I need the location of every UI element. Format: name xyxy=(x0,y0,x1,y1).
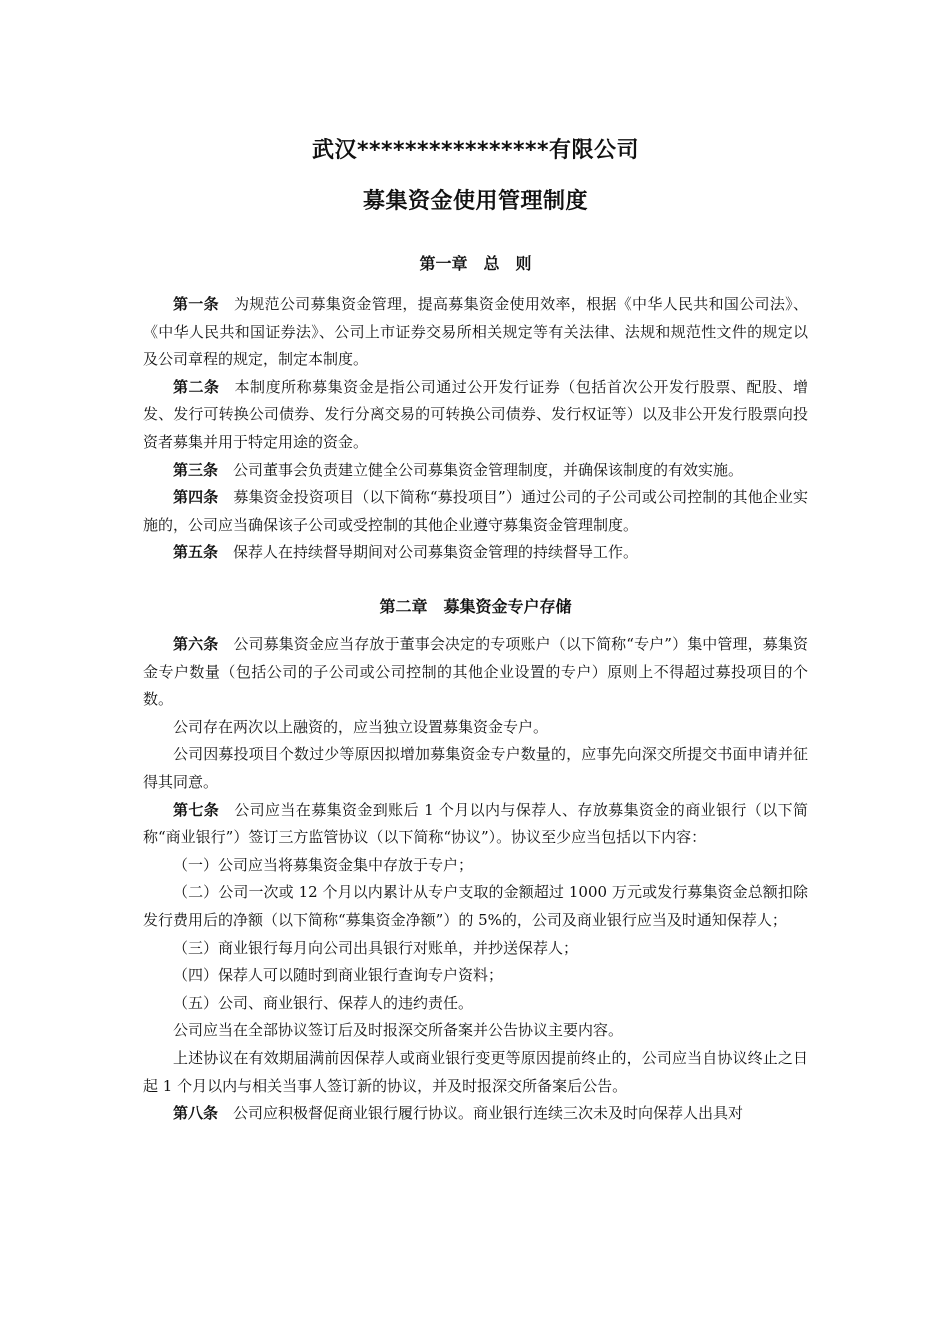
article-paragraph xyxy=(143,374,808,457)
paragraph xyxy=(143,852,808,880)
article-number: 第一条 xyxy=(173,295,219,313)
article-number: 第六条 xyxy=(173,635,219,653)
article-number: 第七条 xyxy=(173,800,220,819)
paragraph xyxy=(143,935,808,963)
paragraph-text: （二）公司一次或 12 个月以内累计从专户支取的金额超过 1000 万元或发行募集资金总额扣除发行费用后的净额（以下简称“募集资金净额”）的 5%的，公司及商业银行应当及时通知保荐人； xyxy=(143,883,808,929)
article-number: 第八条 xyxy=(173,1104,219,1123)
paragraph-text: （四）保荐人可以随时到商业银行查询专户资料； xyxy=(173,966,504,985)
article-paragraph xyxy=(143,539,808,567)
paragraph-text: 保荐人在持续督导期间对公司募集资金管理的持续督导工作。 xyxy=(233,543,639,562)
article-number: 第四条 xyxy=(173,488,219,507)
paragraph-text: 为规范公司募集资金管理，提高募集资金使用效率，根据《中华人民共和国公司法》、《中华人民共和国证券法》、公司上市证券交易所相关规定等有关法律、法规和规范性文件的规定以及公司章程的规定，制定本制度。 xyxy=(143,295,808,369)
paragraph xyxy=(143,879,808,934)
paragraph-text: 公司存在两次以上融资的，应当独立设置募集资金专户。 xyxy=(173,717,549,736)
paragraph xyxy=(143,1045,808,1100)
paragraph xyxy=(143,962,808,990)
document-title: 募集资金使用管理制度 xyxy=(362,189,588,214)
paragraph-text: 公司应当在募集资金到账后 1 个月以内与保荐人、存放募集资金的商业银行（以下简称“商业银行”）签订三方监管协议（以下简称“协议”）。协议至少应当包括以下内容： xyxy=(143,800,808,847)
paragraph xyxy=(143,990,808,1018)
paragraph xyxy=(143,714,808,742)
article-paragraph xyxy=(143,797,808,852)
paragraph-text: 公司董事会负责建立健全公司募集资金管理制度，并确保该制度的有效实施。 xyxy=(233,460,744,479)
article-paragraph xyxy=(143,1100,808,1128)
paragraph-text: 上述协议在有效期届满前因保荐人或商业银行变更等原因提前终止的，公司应当自协议终止之日起 1 个月以内与相关当事人签订新的协议，并及时报深交所备案后公告。 xyxy=(143,1048,808,1095)
chapter-heading-2: 第二章 募集资金专户存储 xyxy=(379,597,572,616)
paragraph-text: 公司因募投项目个数过少等原因拟增加募集资金专户数量的，应事先向深交所提交书面申请并征得其同意。 xyxy=(143,745,808,791)
paragraph-text: 本制度所称募集资金是指公司通过公开发行证券（包括首次公开发行股票、配股、增发、发行可转换公司债券、发行分离交易的可转换公司债券、发行权证等）以及非公开发行股票向投资者募集并用于特定用途的资金。 xyxy=(143,377,808,451)
paragraph-text: （五）公司、商业银行、保荐人的违约责任。 xyxy=(173,993,474,1012)
paragraph-text: （三）商业银行每月向公司出具银行对账单，并抄送保荐人； xyxy=(173,938,579,957)
article-paragraph xyxy=(143,484,808,539)
article-number: 第二条 xyxy=(173,377,220,396)
document-title-company: 武汉****************有限公司 xyxy=(311,138,640,163)
chapter-heading-1: 第一章 总 则 xyxy=(419,254,532,273)
paragraph xyxy=(143,741,808,796)
article-paragraph xyxy=(143,291,808,374)
paragraph-text: 公司应积极督促商业银行履行协议。商业银行连续三次未及时向保荐人出具对 xyxy=(233,1104,744,1123)
paragraph-text: （一）公司应当将募集资金集中存放于专户； xyxy=(173,855,474,874)
paragraph-text: 公司募集资金应当存放于董事会决定的专项账户（以下简称“专户”）集中管理，募集资金专户数量（包括公司的子公司或公司控制的其他企业设置的专户）原则上不得超过募投项目的个数。 xyxy=(143,635,808,709)
article-number: 第三条 xyxy=(173,460,219,479)
chapter-1-body xyxy=(143,291,808,567)
article-paragraph xyxy=(143,631,808,714)
article-number: 第五条 xyxy=(173,543,219,562)
paragraph-text: 公司应当在全部协议签订后及时报深交所备案并公告协议主要内容。 xyxy=(173,1021,624,1040)
paragraph xyxy=(143,1017,808,1045)
paragraph-text: 募集资金投资项目（以下简称“募投项目”）通过公司的子公司或公司控制的其他企业实施的，公司应当确保该子公司或受控制的其他企业遵守募集资金管理制度。 xyxy=(143,488,808,534)
article-paragraph xyxy=(143,457,808,485)
chapter-2-body xyxy=(143,631,808,1128)
